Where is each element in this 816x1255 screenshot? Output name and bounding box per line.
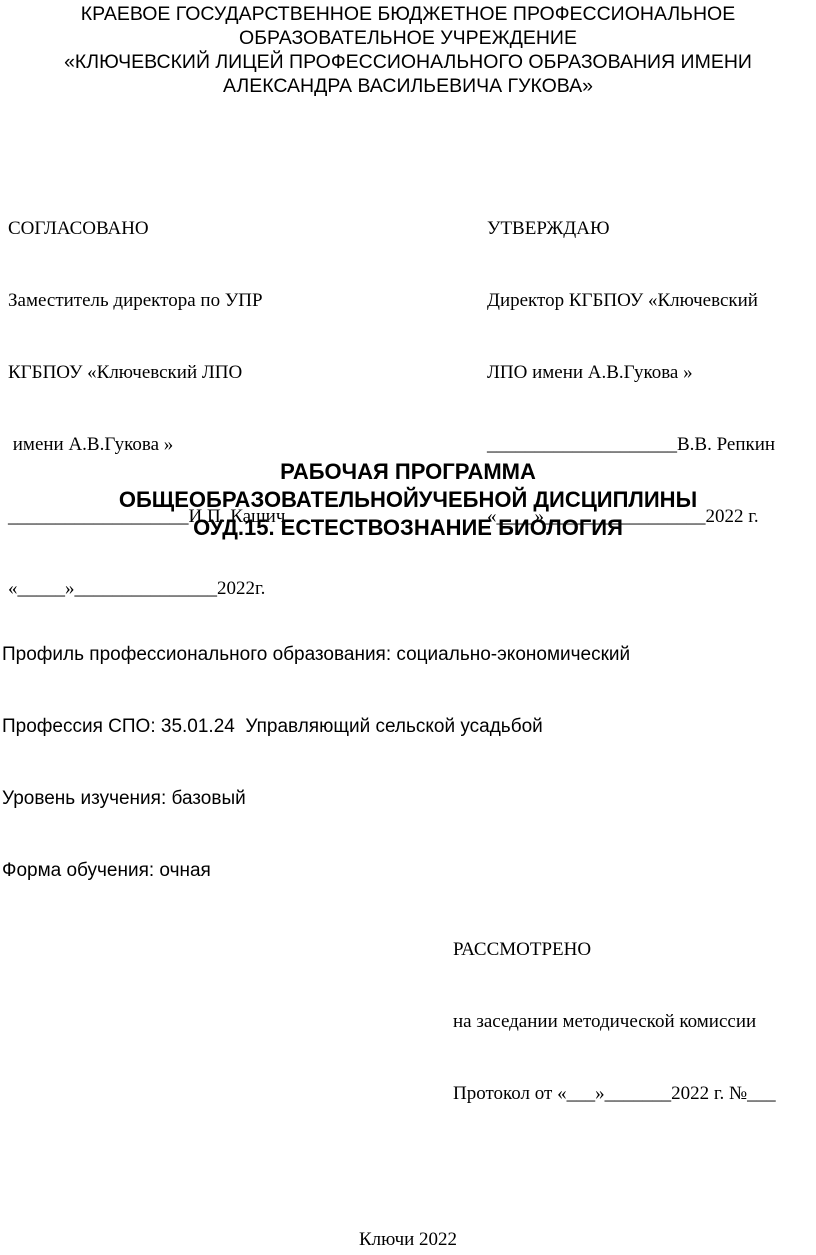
- header-line: АЛЕКСАНДРА ВАСИЛЬЕВИЧА ГУКОВА»: [223, 75, 593, 97]
- title-line: ОБЩЕОБРАЗОВАТЕЛЬНОЙУЧЕБНОЙ ДИСЦИПЛИНЫ: [118, 487, 698, 512]
- approved-heading: УТВЕРЖДАЮ: [487, 218, 610, 239]
- document-title: [0, 458, 816, 542]
- reviewed-heading: РАССМОТРЕНО: [453, 939, 592, 960]
- reviewed-commission: на заседании методической комиссии: [453, 1011, 757, 1032]
- agreed-date-line: «_____»_______________2022г.: [8, 578, 266, 599]
- study-level: Уровень изучения: базовый: [2, 788, 246, 809]
- header-line: КРАЕВОЕ ГОСУДАРСТВЕННОЕ БЮДЖЕТНОЕ ПРОФЕССИОНАЛЬНОЕ: [80, 3, 736, 25]
- title-line: ОУД.15. ЕСТЕСТВОЗНАНИЕ БИОЛОГИЯ: [193, 515, 623, 540]
- agreed-block: [8, 169, 285, 625]
- institution-header: [0, 2, 816, 98]
- approved-organization: ЛПО имени А.В.Гукова »: [487, 362, 693, 383]
- agreed-position: Заместитель директора по УПР: [8, 290, 263, 311]
- header-line: «КЛЮЧЕВСКИЙ ЛИЦЕЙ ПРОФЕССИОНАЛЬНОГО ОБРАЗОВАНИЯ ИМЕНИ: [64, 51, 752, 73]
- header-line: ОБРАЗОВАТЕЛЬНОЕ УЧРЕЖДЕНИЕ: [239, 27, 577, 49]
- agreed-organization-name: имени А.В.Гукова »: [8, 434, 174, 455]
- agreed-organization: КГБПОУ «Ключевский ЛПО: [8, 362, 243, 383]
- program-details: [2, 595, 630, 907]
- approved-signature-line: ____________________В.В. Репкин: [487, 434, 776, 455]
- education-profile: Профиль профессионального образования: социально-экономический: [2, 644, 631, 665]
- reviewed-protocol: Протокол от «___»_______2022 г. №___: [453, 1083, 776, 1104]
- approved-position: Директор КГБПОУ «Ключевский: [487, 290, 758, 311]
- approved-date-line: «____»_________________2022 г.: [487, 506, 759, 527]
- place-year: Ключи 2022: [358, 1229, 458, 1250]
- reviewed-block: [453, 890, 776, 1130]
- study-form: Форма обучения: очная: [2, 860, 211, 881]
- agreed-signature-line: ___________________И.П. Кашич: [8, 506, 286, 527]
- agreed-heading: СОГЛАСОВАНО: [8, 218, 149, 239]
- title-line: РАБОЧАЯ ПРОГРАММА: [280, 459, 536, 484]
- profession: Профессия СПО: 35.01.24 Управляющий сельской усадьбой: [2, 716, 543, 737]
